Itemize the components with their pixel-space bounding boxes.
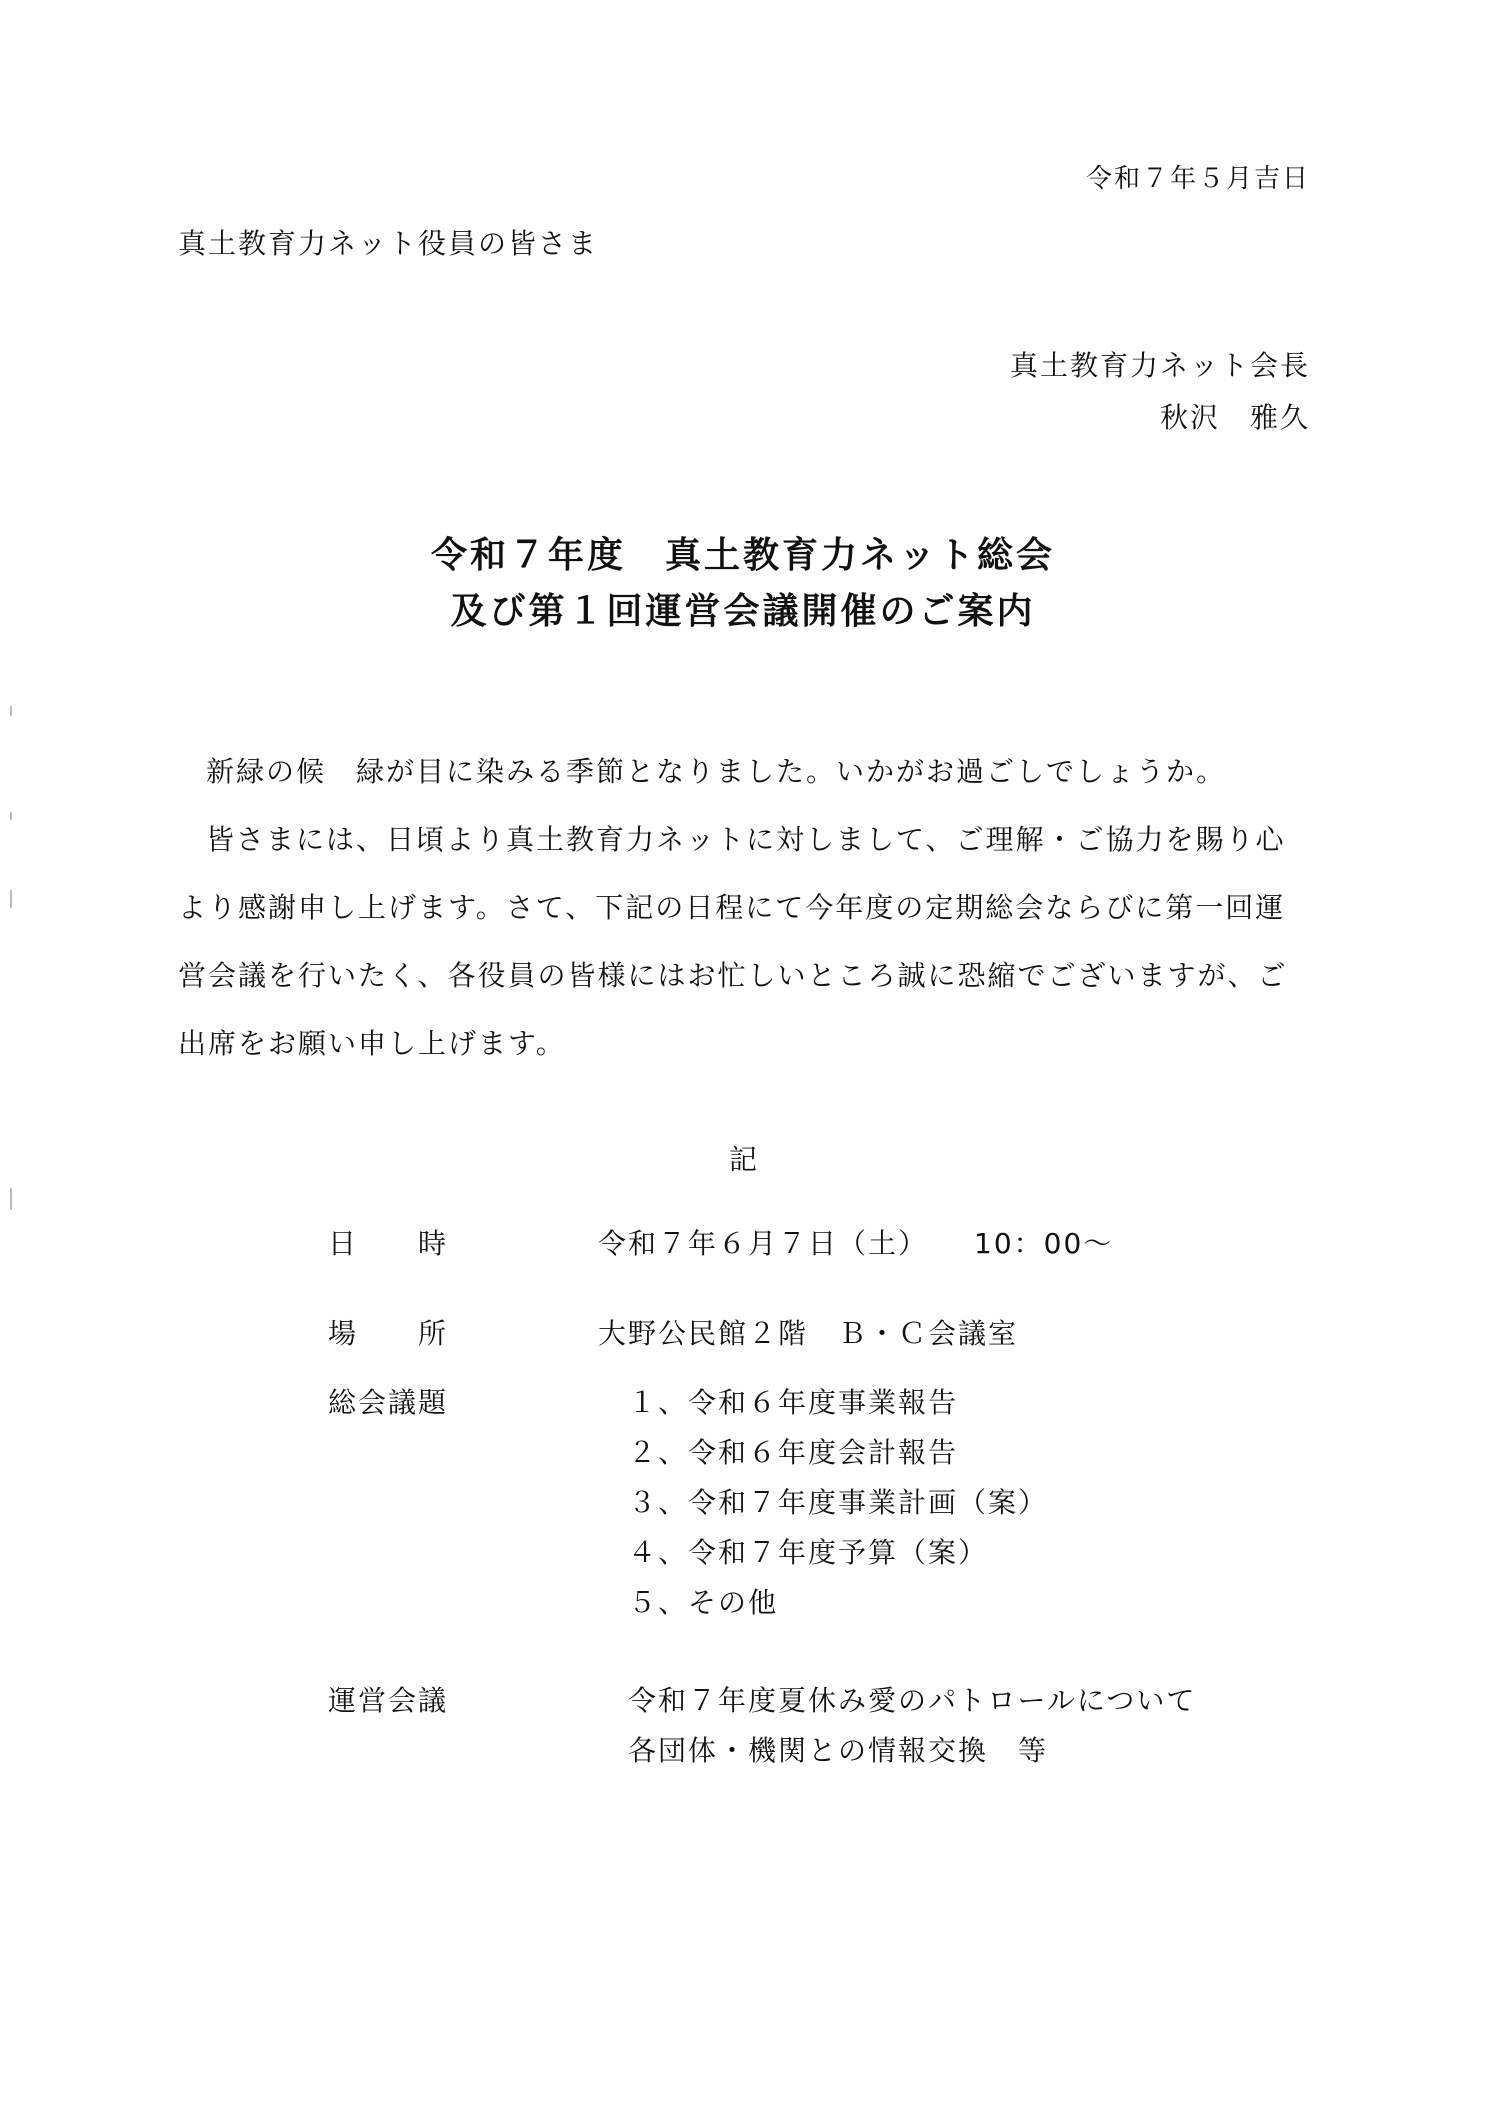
- body-line-4: 出席をお願い申し上げます。: [178, 1027, 566, 1060]
- datetime-label: [328, 1222, 598, 1262]
- place-label: [328, 1312, 598, 1352]
- ops-label: 運営会議: [328, 1684, 449, 1717]
- place-label-char-1: 場: [328, 1317, 359, 1350]
- agenda-item: １、令和６年度事業報告: [628, 1386, 959, 1419]
- agenda-item: ４、令和７年度予算（案）: [628, 1536, 989, 1569]
- agenda-item: ５、その他: [628, 1586, 779, 1619]
- datetime-label-char-1: 日: [328, 1227, 359, 1260]
- title-line-1: 令和７年度 真土教育力ネット総会: [430, 535, 1055, 576]
- ops-item: 令和７年度夏休み愛のパトロールについて: [628, 1684, 1197, 1717]
- datetime-label-char-2: 時: [417, 1227, 448, 1260]
- sender-organization: 真土教育力ネット会長: [1009, 349, 1310, 382]
- sender-block: [1010, 340, 1310, 444]
- ops-item: 各団体・機関との情報交換 等: [628, 1734, 1049, 1767]
- ops-row: [328, 1676, 1328, 1776]
- document-title: [0, 528, 1486, 640]
- agenda-list: [598, 1378, 1048, 1628]
- scan-artifact: [10, 706, 12, 716]
- title-line-2: 及び第１回運営会議開催のご案内: [450, 591, 1036, 632]
- sender-name: 秋沢 雅久: [1159, 401, 1310, 434]
- datetime-row: [328, 1222, 1328, 1312]
- place-label-char-2: 所: [417, 1317, 448, 1350]
- agenda-item: ３、令和７年度事業計画（案）: [628, 1486, 1049, 1519]
- agenda-row: [328, 1378, 1328, 1628]
- ki-heading: 記: [728, 1143, 757, 1176]
- body-line-3: 営会議を行いたく、各役員の皆様にはお忙しいところ誠に恐縮でございますが、ご: [178, 959, 1288, 992]
- scan-artifact: [10, 890, 12, 908]
- scan-artifact: [10, 1188, 12, 1210]
- scan-artifact: [10, 812, 12, 820]
- document-date: 令和７年５月吉日: [1085, 164, 1310, 194]
- body-line-1: 皆さまには、日頃より真土教育力ネットに対しまして、ご理解・ご協力を賜り心: [206, 823, 1286, 856]
- details-section: [328, 1222, 1328, 1776]
- agenda-item: ２、令和６年度会計報告: [628, 1436, 959, 1469]
- agenda-label: 総会議題: [328, 1386, 449, 1419]
- place-value: 大野公民館２階 Ｂ・Ｃ会議室: [598, 1317, 1019, 1350]
- recipient-line: 真土教育力ネット役員の皆さま: [178, 227, 599, 260]
- datetime-value: 令和７年６月７日（土） 10：00～: [598, 1227, 1114, 1260]
- greeting-paragraph: 新緑の候 緑が目に染みる季節となりました。いかがお過ごしでしょうか。: [206, 755, 1227, 788]
- body-text: [178, 738, 1308, 1078]
- body-line-2: より感謝申し上げます。さて、下記の日程にて今年度の定期総会ならびに第一回運: [178, 891, 1286, 924]
- ops-list: [598, 1676, 1196, 1776]
